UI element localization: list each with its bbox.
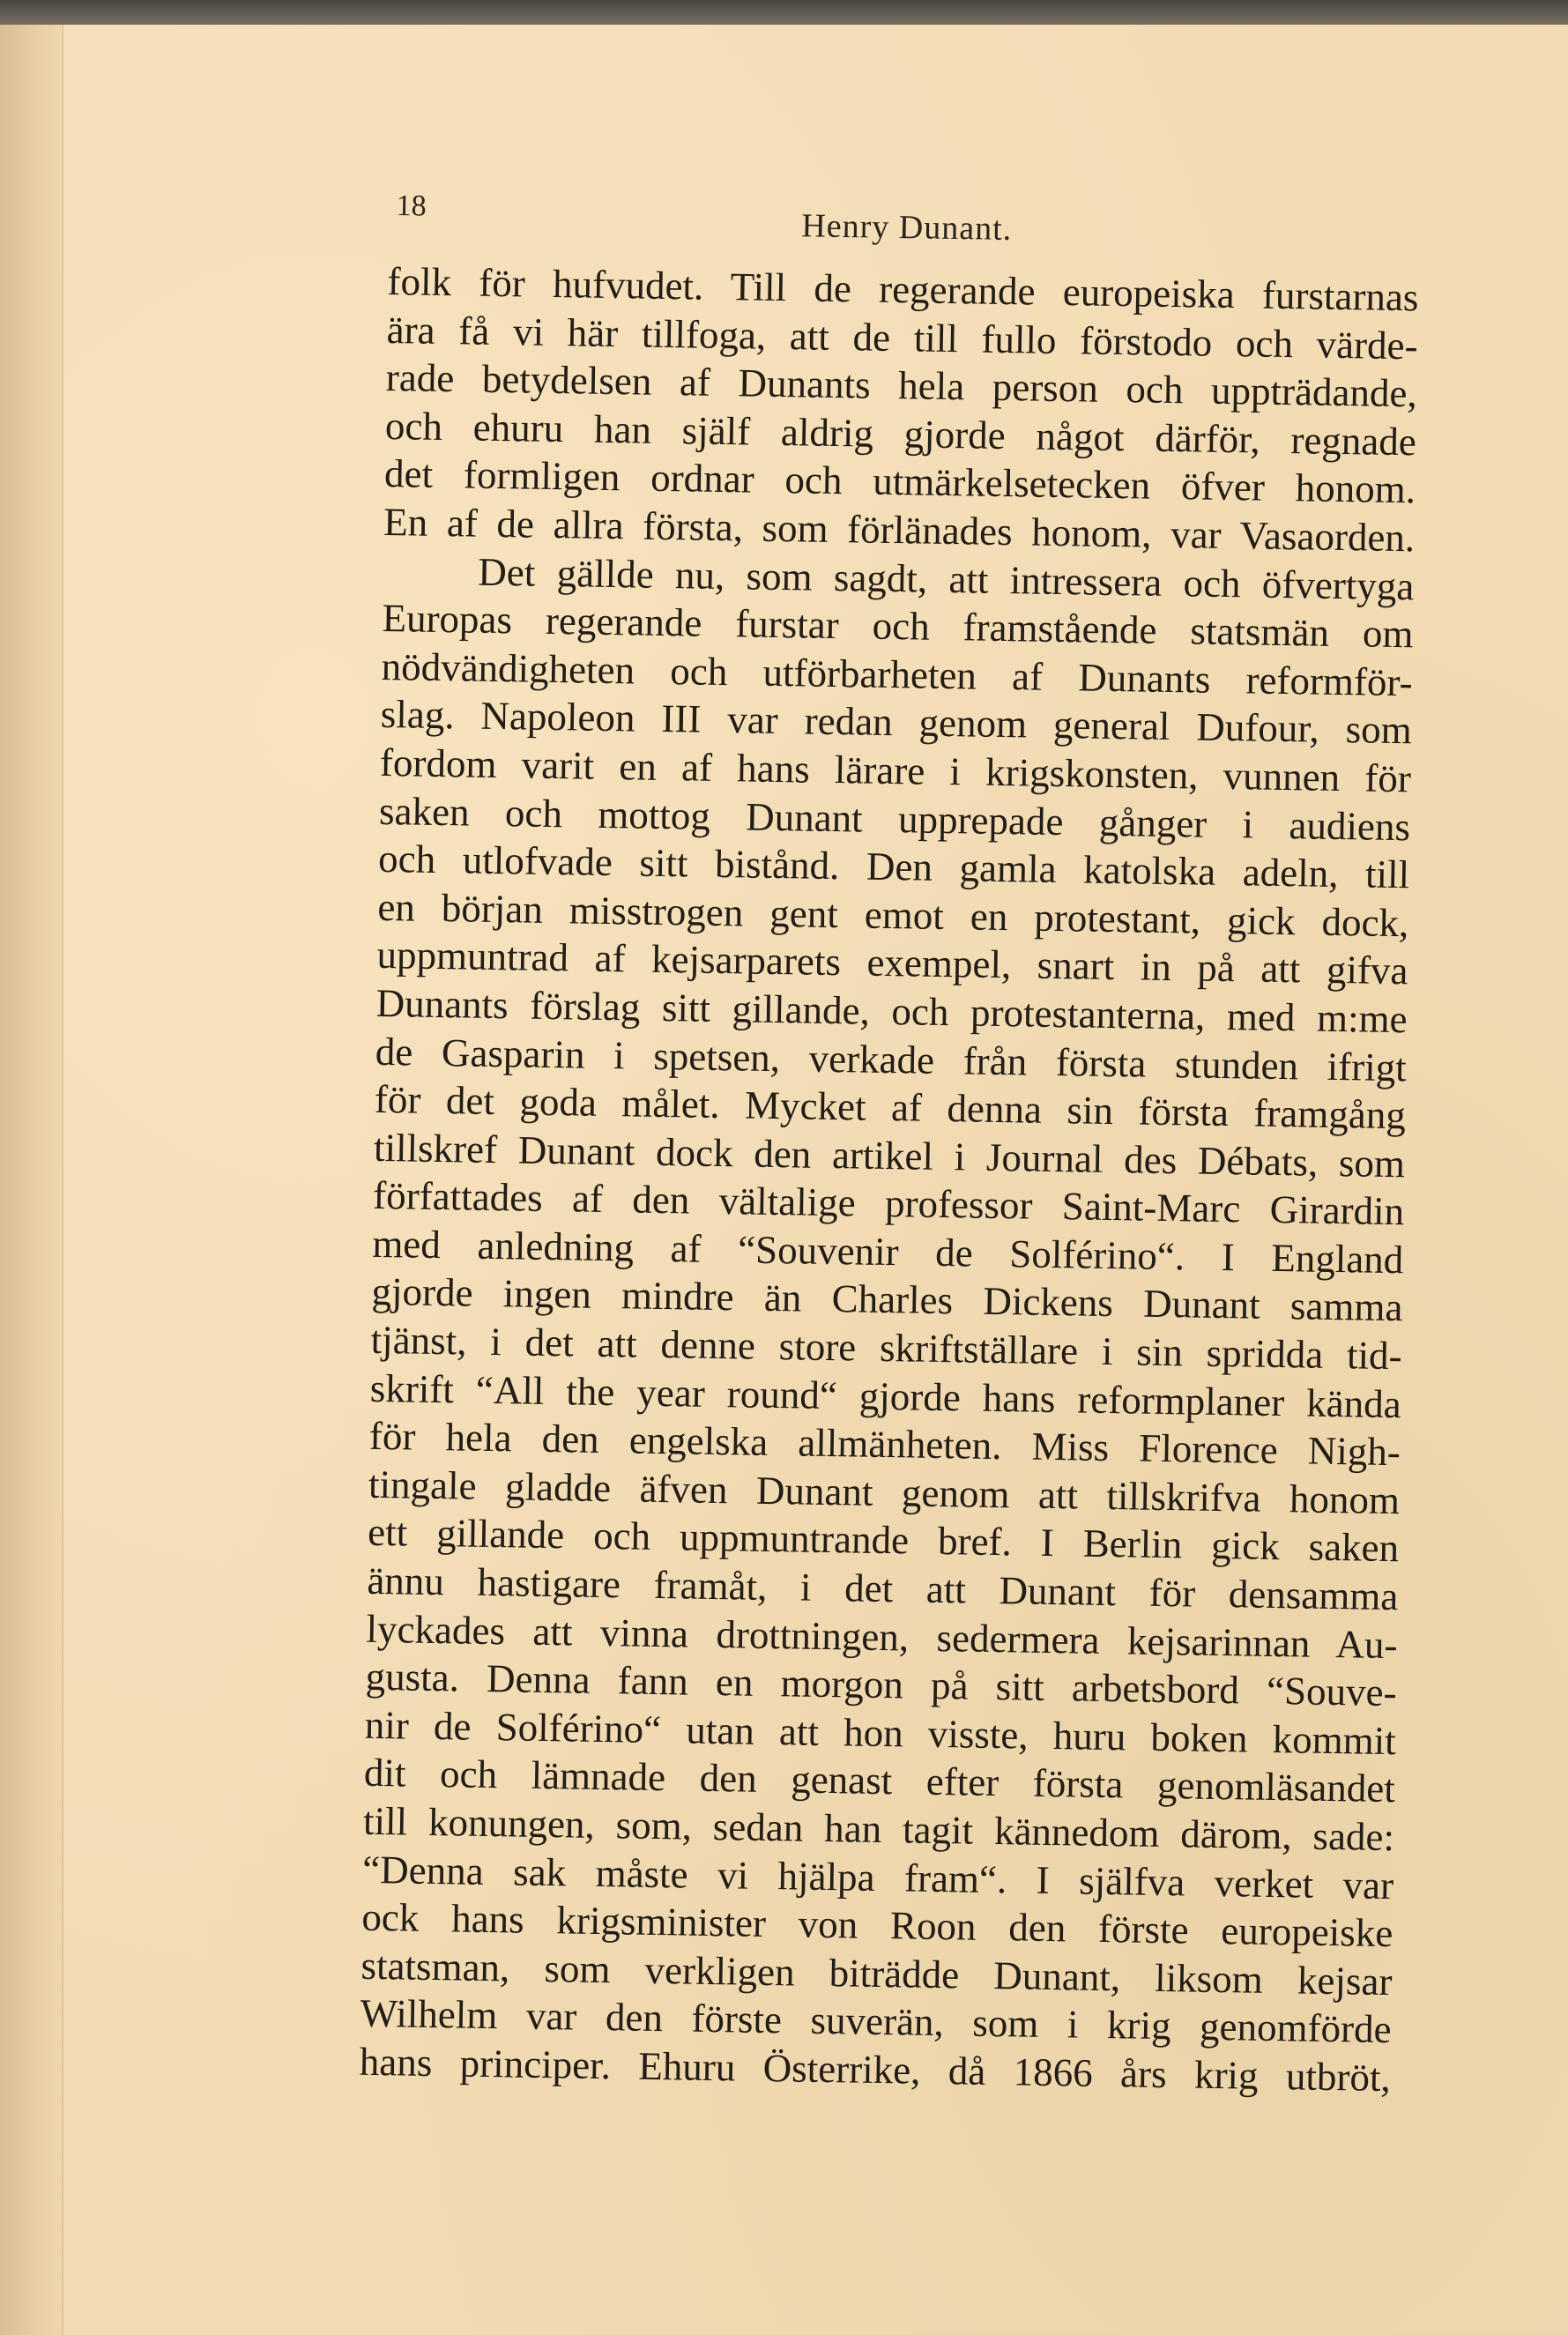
text-line: Europas regerande furstar och framstående statsmän om bbox=[382, 596, 1414, 657]
text-line: Wilhelm var den förste suverän, som i krig genomförde bbox=[360, 1991, 1392, 2052]
body-text bbox=[359, 257, 1418, 2102]
text-line: Dunants förslag sitt gillande, och protestanterna, med m:me bbox=[375, 980, 1408, 1042]
page-fold-line bbox=[62, 25, 63, 2335]
text-line: nir de Solférino“ utan att hon visste, huru boken kommit bbox=[364, 1702, 1397, 1763]
text-line: skrift “All the year round“ gjorde hans reformplaner kända bbox=[369, 1365, 1402, 1426]
text-line: tjänst, i det att denne store skriftställare i sin spridda tid- bbox=[370, 1317, 1402, 1379]
text-line: folk för hufvudet. Till de regerande europeiska furstarnas bbox=[387, 258, 1419, 320]
text-line: nödvändigheten och utförbarheten af Dunants reformför- bbox=[381, 643, 1413, 705]
running-head: Henry Dunant. bbox=[801, 207, 1013, 248]
page-gutter bbox=[0, 25, 62, 2335]
text-line: ännu hastigare framåt, i det att Dunant för densamma bbox=[367, 1558, 1399, 1619]
text-line: uppmuntrad af kejsarparets exempel, snart in på att gifva bbox=[376, 933, 1408, 993]
text-line: ock hans krigsminister von Roon den förste europeiske bbox=[361, 1894, 1393, 1956]
text-line: författades af den vältalige professor Saint-Marc Girardin bbox=[372, 1173, 1405, 1234]
text-line: ett gillande och uppmuntrande bref. I Berlin gick saken bbox=[367, 1510, 1400, 1571]
text-line: det formligen ordnar och utmärkelsetecken öfver honom. bbox=[383, 451, 1416, 512]
text-line: “Denna sak måste vi hjälpa fram“. I själfva verket var bbox=[361, 1847, 1394, 1907]
text-line: tillskref Dunant dock den artikel i Journal des Débats, som bbox=[373, 1125, 1406, 1186]
text-line: med anledning af “Souvenir de Solférino“. I England bbox=[372, 1221, 1404, 1283]
text-line: och ehuru han själf aldrig gjorde något därför, regnade bbox=[384, 403, 1417, 465]
text-line: gusta. Denna fann en morgon på sitt arbetsbord “Souve- bbox=[365, 1655, 1397, 1715]
text-line: en början misstrogen gent emot en protestant, gick dock, bbox=[377, 884, 1409, 946]
text-line: lyckades att vinna drottningen, sedermera kejsarinnan Au- bbox=[366, 1606, 1398, 1667]
text-line: för det goda målet. Mycket af denna sin första framgång bbox=[374, 1076, 1407, 1138]
text-line: En af de allra första, som förlänades honom, var Vasaorden. bbox=[383, 499, 1416, 561]
text-line: rade betydelsen af Dunants hela person och uppträdande, bbox=[385, 355, 1418, 416]
text-line: till konungen, som, sedan han tagit kännedom därom, sade: bbox=[362, 1798, 1395, 1860]
text-line: ära få vi här tillfoga, att de till fullo förstodo och värde- bbox=[386, 307, 1418, 368]
text-line: tingale gladde äfven Dunant genom att tillskrifva honom bbox=[368, 1461, 1401, 1523]
text-line: fordom varit en af hans lärare i krigskonsten, vunnen för bbox=[379, 740, 1412, 801]
text-line: för hela den engelska allmänheten. Miss Florence Nigh- bbox=[368, 1414, 1401, 1475]
paragraph-start-line: Det gällde nu, som sagdt, att intressera och öfvertyga bbox=[478, 549, 1415, 608]
text-line: de Gasparin i spetsen, verkade från första stunden ifrigt bbox=[375, 1029, 1408, 1089]
text-line: slag. Napoleon III var redan genom general Dufour, som bbox=[380, 692, 1413, 753]
text-line: dit och lämnade den genast efter första genomläsandet bbox=[363, 1751, 1396, 1811]
text-line: saken och mottog Dunant upprepade gånger i audiens bbox=[378, 788, 1411, 849]
page-number: 18 bbox=[396, 190, 427, 223]
text-line: hans principer. Ehuru Österrike, då 1866 års krig utbröt, bbox=[359, 2039, 1392, 2101]
text-line: gjorde ingen mindre än Charles Dickens Dunant samma bbox=[371, 1269, 1403, 1330]
text-line: och utlofvade sitt bistånd. Den gamla katolska adeln, till bbox=[377, 837, 1410, 897]
text-line: statsman, som verkligen biträdde Dunant, liksom kejsar bbox=[360, 1943, 1393, 2004]
